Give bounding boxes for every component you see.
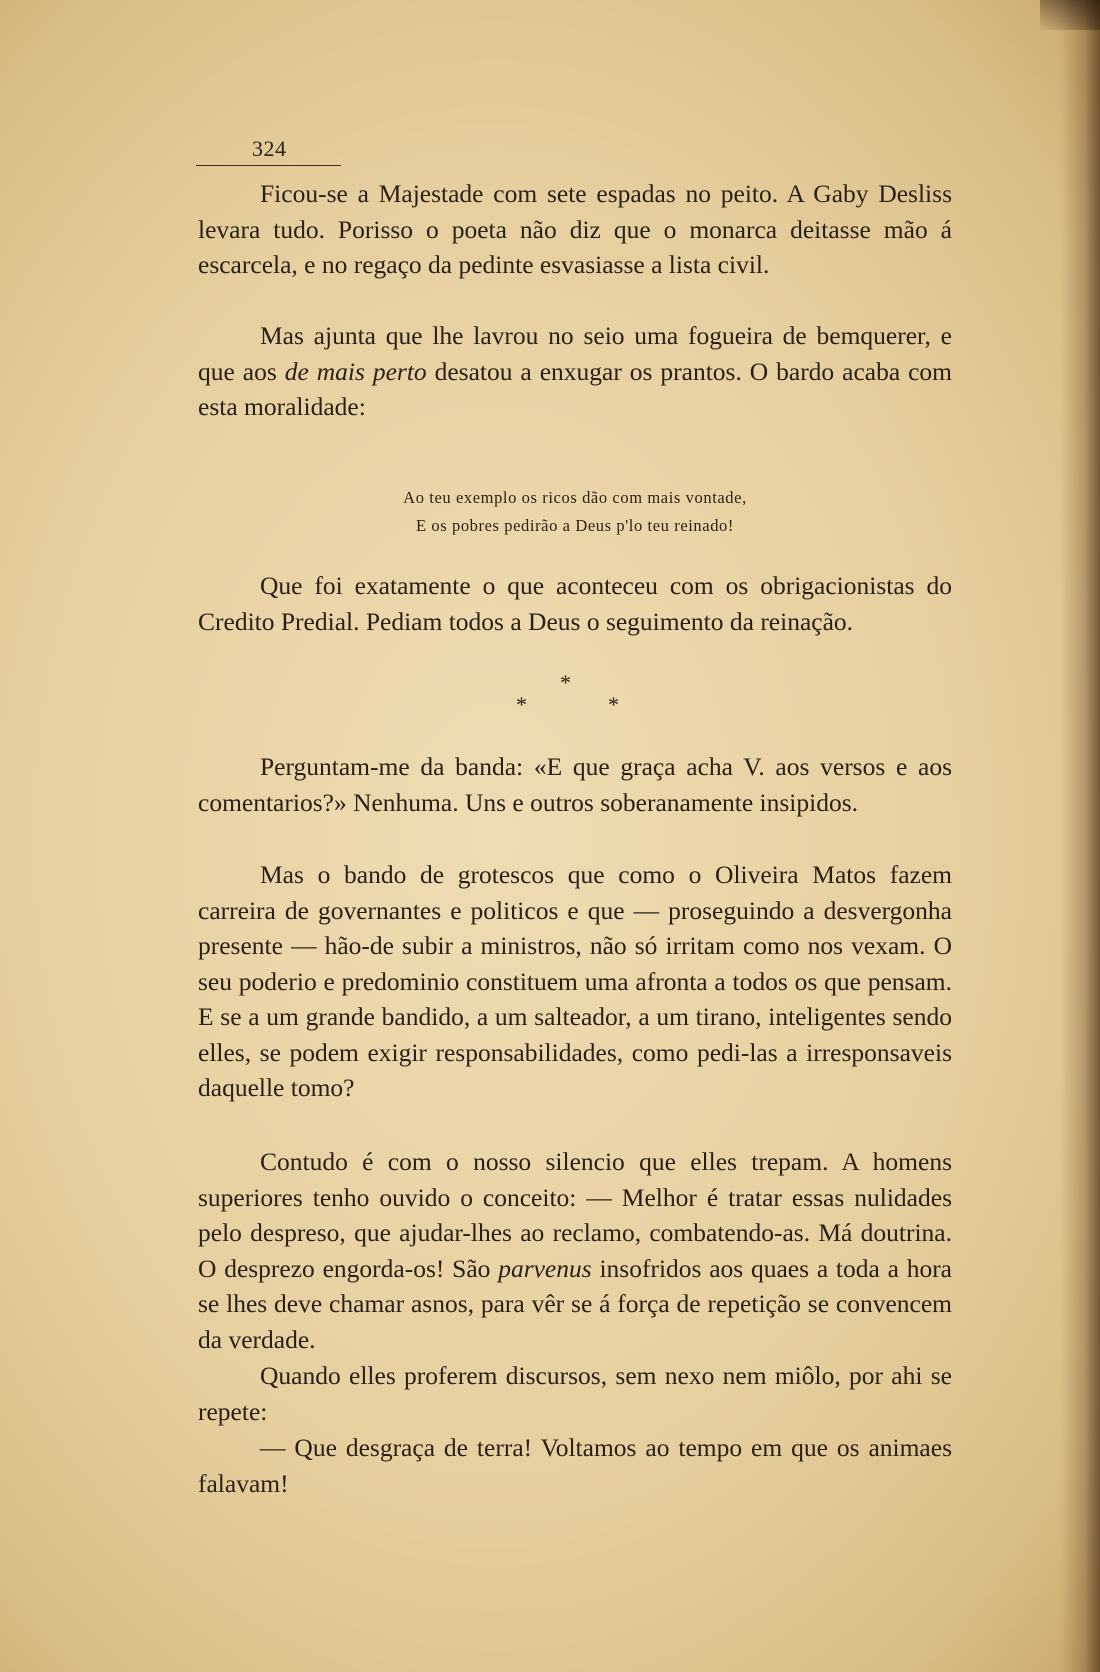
paragraph-6	[198, 1144, 952, 1357]
paragraph-1: Ficou-se a Majestade com sete espadas no peito. A Gaby Desliss levara tudo. Porisso o poeta não diz que o monarca deitasse mão á escarcela, e no regaço da pedinte esvasiasse a lista civil.	[198, 179, 952, 279]
paragraph-4: Perguntam-me da banda: «E que graça acha V. aos versos e aos comentarios?» Nenhuma. Uns e outros soberanamente insipidos.	[198, 752, 952, 817]
paragraph-2	[198, 318, 952, 425]
page-corner-shadow	[1040, 0, 1100, 30]
paragraph-6-emphasis: parvenus	[498, 1253, 592, 1283]
page-edge-shadow	[1060, 0, 1100, 1672]
section-separator	[500, 670, 630, 720]
verse-line-2: E os pobres pedirão a Deus p'lo teu reinado!	[415, 516, 735, 535]
page-number: 324	[252, 136, 287, 161]
paragraph-6-text: Contudo é com o nosso silencio que elles trepam. A homens superiores tenho ouvido o conceito: — Melhor é tratar essas nulidades pelo despreso, que ajudar-lhes ao reclamo, combatendo-as. Má doutrina. O desprezo engorda-os! São	[198, 1147, 952, 1283]
header-rule	[196, 165, 341, 166]
verse-line-1: Ao teu exemplo os ricos dão com mais vontade,	[403, 488, 747, 507]
paragraph-6-text-end: insofridos aos quaes a toda a hora se lhes deve chamar asnos, para vêr se á força de repetição se convencem da verdade.	[198, 1253, 953, 1354]
paragraph-5: Mas o bando de grotescos que como o Oliveira Matos fazem carreira de governantes e politicos e que — proseguindo a desvergonha presente — hão-de subir a ministros, não só irritam como nos vexam. O seu poderio e predominio constituem uma afronta a todos os que pensam. E se a um grande bandido, a um salteador, a um tirano, inteligentes sendo elles, se podem exigir responsabilidades, como pedi-las a irresponsaveis daquelle tomo?	[198, 860, 952, 1102]
separator-star: *	[516, 692, 527, 717]
paragraph-2-emphasis: de mais perto	[284, 356, 427, 386]
separator-star: *	[608, 692, 619, 717]
separator-star: *	[560, 670, 571, 695]
paragraph-8: — Que desgraça de terra! Voltamos ao tempo em que os animaes falavam!	[198, 1433, 952, 1498]
paragraph-2-text-end: desatou a enxugar os prantos. O bardo acaba com esta moralidade:	[198, 356, 952, 421]
paragraph-3: Que foi exatamente o que aconteceu com os obrigacionistas do Credito Predial. Pediam todos a Deus o seguimento da reinação.	[198, 571, 952, 636]
paragraph-2-text: Mas ajunta que lhe lavrou no seio uma fogueira de bemquerer, e que aos	[198, 321, 952, 386]
paragraph-7: Quando elles proferem discursos, sem nexo nem miôlo, por ahi se repete:	[198, 1361, 952, 1426]
